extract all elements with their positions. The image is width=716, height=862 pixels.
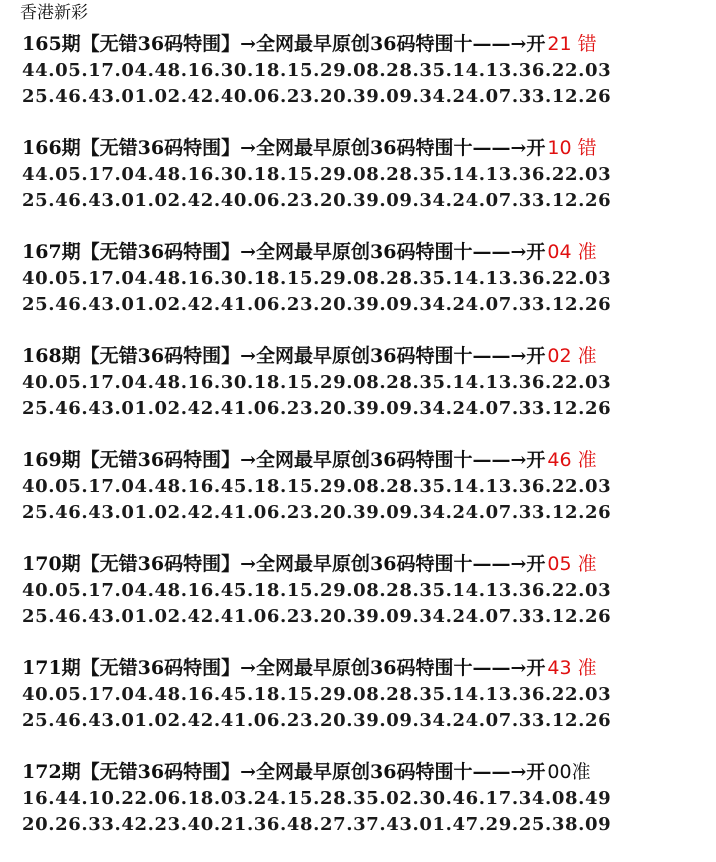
result-badge: 43 准 <box>547 657 597 679</box>
number-line-2: 25.46.43.01.02.42.40.06.23.20.39.09.34.24.07.33.12.26 <box>22 86 612 107</box>
result-badge: 10 错 <box>547 137 597 159</box>
number-line-2: 25.46.43.01.02.42.41.06.23.20.39.09.34.24.07.33.12.26 <box>22 398 612 419</box>
period-label: 169期 <box>22 449 81 471</box>
record-headline: 【无错36码特围】→全网最早原创36码特围十——→开 <box>80 761 546 783</box>
period-label: 168期 <box>22 345 81 367</box>
page-title: 香港新彩 <box>20 3 88 23</box>
period-label: 167期 <box>22 241 81 263</box>
record-headline: 【无错36码特围】→全网最早原创36码特围十——→开 <box>80 553 546 575</box>
number-line-1: 40.05.17.04.48.16.45.18.15.29.08.28.35.14.13.36.22.03 <box>22 580 612 601</box>
record-167 <box>22 238 712 342</box>
record-headline: 【无错36码特围】→全网最早原创36码特围十——→开 <box>80 449 546 471</box>
record-headline: 【无错36码特围】→全网最早原创36码特围十——→开 <box>80 657 546 679</box>
number-line-2: 20.26.33.42.23.40.21.36.48.27.37.43.01.47.29.25.38.09 <box>22 814 612 835</box>
record-headline: 【无错36码特围】→全网最早原创36码特围十——→开 <box>80 33 546 55</box>
record-171 <box>22 654 712 758</box>
result-badge: 21 错 <box>547 33 597 55</box>
period-label: 166期 <box>22 137 81 159</box>
result-badge: 05 准 <box>547 553 597 575</box>
record-headline: 【无错36码特围】→全网最早原创36码特围十——→开 <box>80 137 546 159</box>
record-170 <box>22 550 712 654</box>
period-label: 165期 <box>22 33 81 55</box>
period-label: 170期 <box>22 553 81 575</box>
record-header <box>22 134 712 162</box>
result-badge: 46 准 <box>547 449 597 471</box>
record-header <box>22 758 712 786</box>
record-168 <box>22 342 712 446</box>
number-line-1: 40.05.17.04.48.16.30.18.15.29.08.28.35.14.13.36.22.03 <box>22 268 612 289</box>
record-headline: 【无错36码特围】→全网最早原创36码特围十——→开 <box>80 241 546 263</box>
period-label: 172期 <box>22 761 81 783</box>
record-header <box>22 550 712 578</box>
number-line-1: 44.05.17.04.48.16.30.18.15.29.08.28.35.14.13.36.22.03 <box>22 60 612 81</box>
result-badge: 00准 <box>547 761 591 783</box>
record-165 <box>22 30 712 134</box>
result-badge: 04 准 <box>547 241 597 263</box>
number-line-1: 40.05.17.04.48.16.45.18.15.29.08.28.35.14.13.36.22.03 <box>22 684 612 705</box>
number-line-2: 25.46.43.01.02.42.41.06.23.20.39.09.34.24.07.33.12.26 <box>22 502 612 523</box>
number-line-1: 44.05.17.04.48.16.30.18.15.29.08.28.35.14.13.36.22.03 <box>22 164 612 185</box>
record-172 <box>22 758 712 862</box>
number-line-2: 25.46.43.01.02.42.40.06.23.20.39.09.34.24.07.33.12.26 <box>22 190 612 211</box>
number-line-2: 25.46.43.01.02.42.41.06.23.20.39.09.34.24.07.33.12.26 <box>22 606 612 627</box>
record-header <box>22 342 712 370</box>
record-166 <box>22 134 712 238</box>
record-header <box>22 30 712 58</box>
result-badge: 02 准 <box>547 345 597 367</box>
record-header <box>22 446 712 474</box>
number-line-1: 16.44.10.22.06.18.03.24.15.28.35.02.30.46.17.34.08.49 <box>22 788 612 809</box>
record-header <box>22 238 712 266</box>
number-line-2: 25.46.43.01.02.42.41.06.23.20.39.09.34.24.07.33.12.26 <box>22 710 612 731</box>
period-label: 171期 <box>22 657 81 679</box>
number-line-2: 25.46.43.01.02.42.41.06.23.20.39.09.34.24.07.33.12.26 <box>22 294 612 315</box>
record-list <box>22 30 712 862</box>
number-line-1: 40.05.17.04.48.16.45.18.15.29.08.28.35.14.13.36.22.03 <box>22 476 612 497</box>
record-headline: 【无错36码特围】→全网最早原创36码特围十——→开 <box>80 345 546 367</box>
number-line-1: 40.05.17.04.48.16.30.18.15.29.08.28.35.14.13.36.22.03 <box>22 372 612 393</box>
record-169 <box>22 446 712 550</box>
record-header <box>22 654 712 682</box>
